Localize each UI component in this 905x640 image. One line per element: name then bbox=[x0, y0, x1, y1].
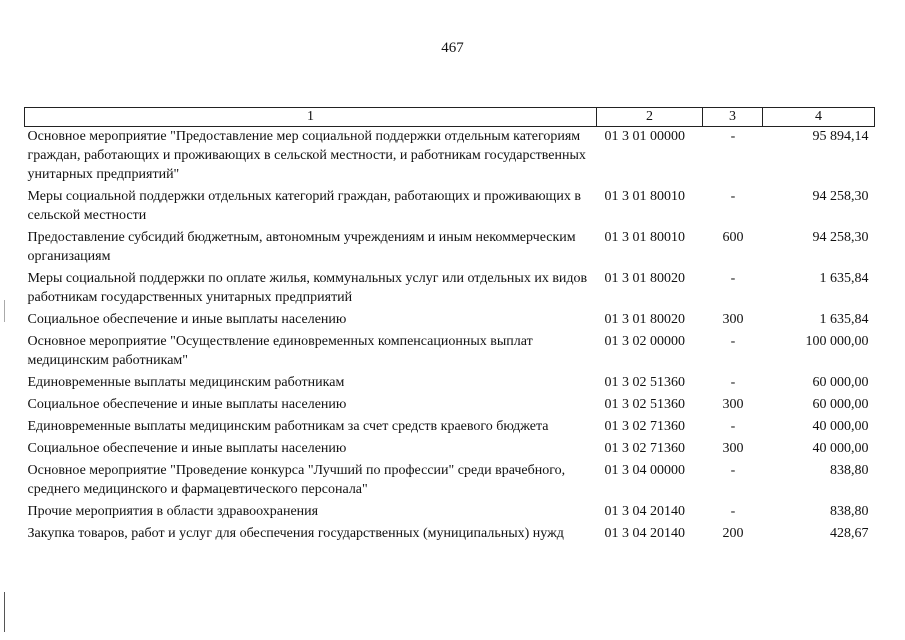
row-expense-type-cell: 600 bbox=[722, 230, 744, 245]
table-row bbox=[25, 439, 875, 461]
row-code-cell: 01 3 01 80020 bbox=[604, 312, 685, 327]
row-code-cell: 01 3 01 00000 bbox=[604, 129, 685, 144]
header-col-4: 4 bbox=[763, 108, 875, 127]
row-amount-cell: 1 635,84 bbox=[819, 271, 869, 286]
row-amount-cell: 60 000,00 bbox=[812, 375, 869, 390]
row-amount-cell: 94 258,30 bbox=[812, 189, 869, 204]
table-row bbox=[25, 461, 875, 502]
table-body bbox=[25, 127, 875, 547]
table-row bbox=[25, 332, 875, 373]
header-col-1: 1 bbox=[25, 108, 597, 127]
row-expense-type-cell: - bbox=[730, 129, 736, 144]
row-name-cell: Единовременные выплаты медицинским работникам за счет средств краевого бюджета bbox=[27, 419, 549, 434]
row-amount-cell: 428,67 bbox=[830, 526, 869, 541]
row-amount-cell: 100 000,00 bbox=[805, 334, 869, 349]
row-expense-type-cell: - bbox=[730, 334, 736, 349]
table-row bbox=[25, 310, 875, 332]
row-code-cell: 01 3 02 71360 bbox=[604, 419, 685, 434]
table-row bbox=[25, 127, 875, 188]
row-code-cell: 01 3 01 80010 bbox=[604, 189, 685, 204]
row-name-cell: Предоставление субсидий бюджетным, автономным учреждениям и иным некоммерческим организациям bbox=[27, 230, 576, 264]
row-name-cell: Меры социальной поддержки по оплате жилья, коммунальных услуг или отдельных их видов работникам государственных унитарных предприятий bbox=[27, 271, 588, 305]
row-code-cell: 01 3 02 51360 bbox=[604, 375, 685, 390]
table-row bbox=[25, 228, 875, 269]
row-code-cell: 01 3 02 71360 bbox=[604, 441, 685, 456]
row-expense-type-cell: - bbox=[730, 504, 736, 519]
row-name-cell: Основное мероприятие "Осуществление единовременных компенсационных выплат медицинским работникам" bbox=[27, 334, 533, 368]
row-name-cell: Прочие мероприятия в области здравоохранения bbox=[27, 504, 319, 519]
table-row bbox=[25, 187, 875, 228]
row-expense-type-cell: 300 bbox=[722, 397, 744, 412]
row-expense-type-cell: 200 bbox=[722, 526, 744, 541]
row-expense-type-cell: - bbox=[730, 271, 736, 286]
row-name-cell: Социальное обеспечение и иные выплаты населению bbox=[27, 441, 347, 456]
row-amount-cell: 838,80 bbox=[830, 504, 869, 519]
row-code-cell: 01 3 04 20140 bbox=[604, 504, 685, 519]
table-row bbox=[25, 417, 875, 439]
row-amount-cell: 60 000,00 bbox=[812, 397, 869, 412]
row-code-cell: 01 3 02 00000 bbox=[604, 334, 685, 349]
row-name-cell: Закупка товаров, работ и услуг для обеспечения государственных (муниципальных) нужд bbox=[27, 526, 564, 541]
table-header bbox=[25, 108, 875, 127]
row-name-cell: Основное мероприятие "Предоставление мер социальной поддержки отдельным категориям граждан, работающих и проживающих в сельской местности, и работникам государственных унитарных предприятий" bbox=[27, 129, 586, 182]
row-code-cell: 01 3 02 51360 bbox=[604, 397, 685, 412]
header-col-2: 2 bbox=[597, 108, 703, 127]
header-col-3: 3 bbox=[703, 108, 763, 127]
row-expense-type-cell: - bbox=[730, 189, 736, 204]
table-row bbox=[25, 269, 875, 310]
budget-table bbox=[24, 107, 875, 546]
row-expense-type-cell: 300 bbox=[722, 441, 744, 456]
row-name-cell: Меры социальной поддержки отдельных категорий граждан, работающих и проживающих в сельской местности bbox=[27, 189, 581, 223]
row-code-cell: 01 3 01 80010 bbox=[604, 230, 685, 245]
row-amount-cell: 40 000,00 bbox=[812, 441, 869, 456]
margin-mark-upper bbox=[4, 300, 5, 322]
row-expense-type-cell: - bbox=[730, 463, 736, 478]
row-amount-cell: 94 258,30 bbox=[812, 230, 869, 245]
row-name-cell: Единовременные выплаты медицинским работникам bbox=[27, 375, 345, 390]
table-row bbox=[25, 373, 875, 395]
row-name-cell: Основное мероприятие "Проведение конкурса "Лучший по профессии" среди врачебного, среднего медицинского и фармацевтического персонала" bbox=[27, 463, 566, 497]
row-name-cell: Социальное обеспечение и иные выплаты населению bbox=[27, 397, 347, 412]
row-expense-type-cell: 300 bbox=[722, 312, 744, 327]
row-code-cell: 01 3 01 80020 bbox=[604, 271, 685, 286]
row-amount-cell: 1 635,84 bbox=[819, 312, 869, 327]
margin-mark-lower bbox=[4, 592, 5, 632]
table-row bbox=[25, 395, 875, 417]
row-name-cell: Социальное обеспечение и иные выплаты населению bbox=[27, 312, 347, 327]
row-amount-cell: 95 894,14 bbox=[812, 129, 869, 144]
row-expense-type-cell: - bbox=[730, 419, 736, 434]
row-amount-cell: 838,80 bbox=[830, 463, 869, 478]
row-code-cell: 01 3 04 20140 bbox=[604, 526, 685, 541]
row-expense-type-cell: - bbox=[730, 375, 736, 390]
row-code-cell: 01 3 04 00000 bbox=[604, 463, 685, 478]
page-number: 467 bbox=[441, 40, 464, 56]
table-row bbox=[25, 524, 875, 546]
row-amount-cell: 40 000,00 bbox=[812, 419, 869, 434]
table-row bbox=[25, 502, 875, 524]
